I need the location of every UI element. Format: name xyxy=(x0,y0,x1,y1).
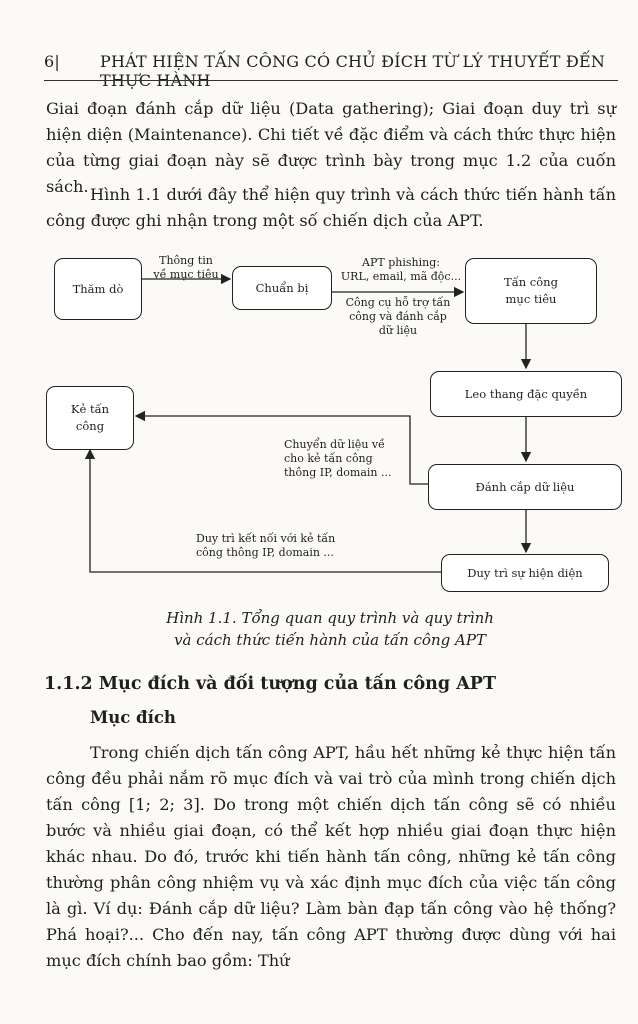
apt-process-diagram xyxy=(0,236,638,616)
label-transfer-2: cho kẻ tấn công xyxy=(284,452,373,465)
box-exfil xyxy=(428,464,622,510)
label-tools-3: dữ liệu xyxy=(378,324,418,337)
box-prepare-label: Chuẩn bị xyxy=(255,280,309,295)
label-keep-1: Duy trì kết nối với kẻ tấn xyxy=(196,532,336,545)
subsection-title: Mục đích xyxy=(90,708,176,727)
box-exfil-label: Đánh cắp dữ liệu xyxy=(475,479,575,494)
figure-caption-line-2: và cách thức tiến hành của tấn công APT xyxy=(174,631,486,649)
label-keep-2: công thông IP, domain ... xyxy=(196,546,334,559)
label-transfer-1: Chuyển dữ liệu về xyxy=(284,438,385,451)
page-header xyxy=(44,52,616,90)
box-attacker-label-1: Kẻ tấn xyxy=(70,402,110,416)
running-title: PHÁT HIỆN TẤN CÔNG CÓ CHỦ ĐÍCH TỪ LÝ THUYẾT ĐẾN THỰC HÀNH xyxy=(100,52,606,90)
label-target-info-2: về mục tiêu xyxy=(153,268,219,281)
figure-caption xyxy=(140,607,520,651)
label-tools-2: công và đánh cắp xyxy=(349,310,447,323)
label-phishing xyxy=(336,256,466,284)
header-rule xyxy=(44,80,618,81)
page-number: 6| xyxy=(44,52,60,71)
figure-intro-paragraph: Hình 1.1 dưới đây thể hiện quy trình và cách thức tiến hành tấn công được ghi nhận trong một số chiến dịch của APT. xyxy=(46,185,616,230)
intro-paragraph: Giai đoạn đánh cắp dữ liệu (Data gathering); Giai đoạn duy trì sự hiện diện (Maintenance). Chi tiết về đặc điểm và cách thức thực hiện của từng giai đoạn này sẽ được trình bày trong mục 1.2 của cuốn sách. xyxy=(46,99,616,196)
label-target-info-1: Thông tin xyxy=(159,254,213,267)
label-phishing-1: APT phishing: xyxy=(362,256,440,269)
box-maintain xyxy=(441,554,609,592)
box-recon xyxy=(54,258,142,320)
label-tools-1: Công cụ hỗ trợ tấn xyxy=(345,296,451,309)
box-escalate-label: Leo thang đặc quyền xyxy=(464,386,588,401)
box-escalate xyxy=(430,371,622,417)
label-tools xyxy=(336,296,460,338)
box-target xyxy=(465,258,597,324)
box-attacker xyxy=(46,386,134,450)
body-paragraph: Trong chiến dịch tấn công APT, hầu hết những kẻ thực hiện tấn công đều phải nắm rõ mục đích và vai trò của mình trong chiến dịch tấn công [1; 2; 3]. Do trong một chiến dịch tấn công sẽ có nhiều bước và nhiều giai đoạn, có thể kết hợp nhiều giai đoạn thực hiện khác nhau. Do đó, trước khi tiến hành tấn công, những kẻ tấn công thường phân công nhiệm vụ và xác định mục đích của việc tấn công là gì. Ví dụ: Đánh cắp dữ liệu? Làm bàn đạp tấn công vào hệ thống? Phá hoại?... Cho đến nay, tấn công APT thường được dùng với hai mục đích chính bao gồm: Thứ xyxy=(46,743,616,970)
label-keep-connection xyxy=(196,532,346,560)
label-transfer xyxy=(284,438,404,480)
box-target-label-1: Tấn công xyxy=(504,275,558,289)
label-transfer-3: thông IP, domain ... xyxy=(284,466,392,479)
box-prepare xyxy=(232,266,332,310)
box-target-label-2: mục tiêu xyxy=(505,292,557,306)
figure-caption-line-1: Hình 1.1. Tổng quan quy trình và quy trình xyxy=(166,609,494,627)
box-recon-label: Thăm dò xyxy=(72,281,124,296)
label-target-info xyxy=(140,254,232,282)
box-attacker-label-2: công xyxy=(75,419,105,433)
section-title: 1.1.2 Mục đích và đối tượng của tấn công APT xyxy=(44,674,496,694)
box-maintain-label: Duy trì sự hiện diện xyxy=(467,565,583,580)
label-phishing-2: URL, email, mã độc... xyxy=(340,270,462,283)
